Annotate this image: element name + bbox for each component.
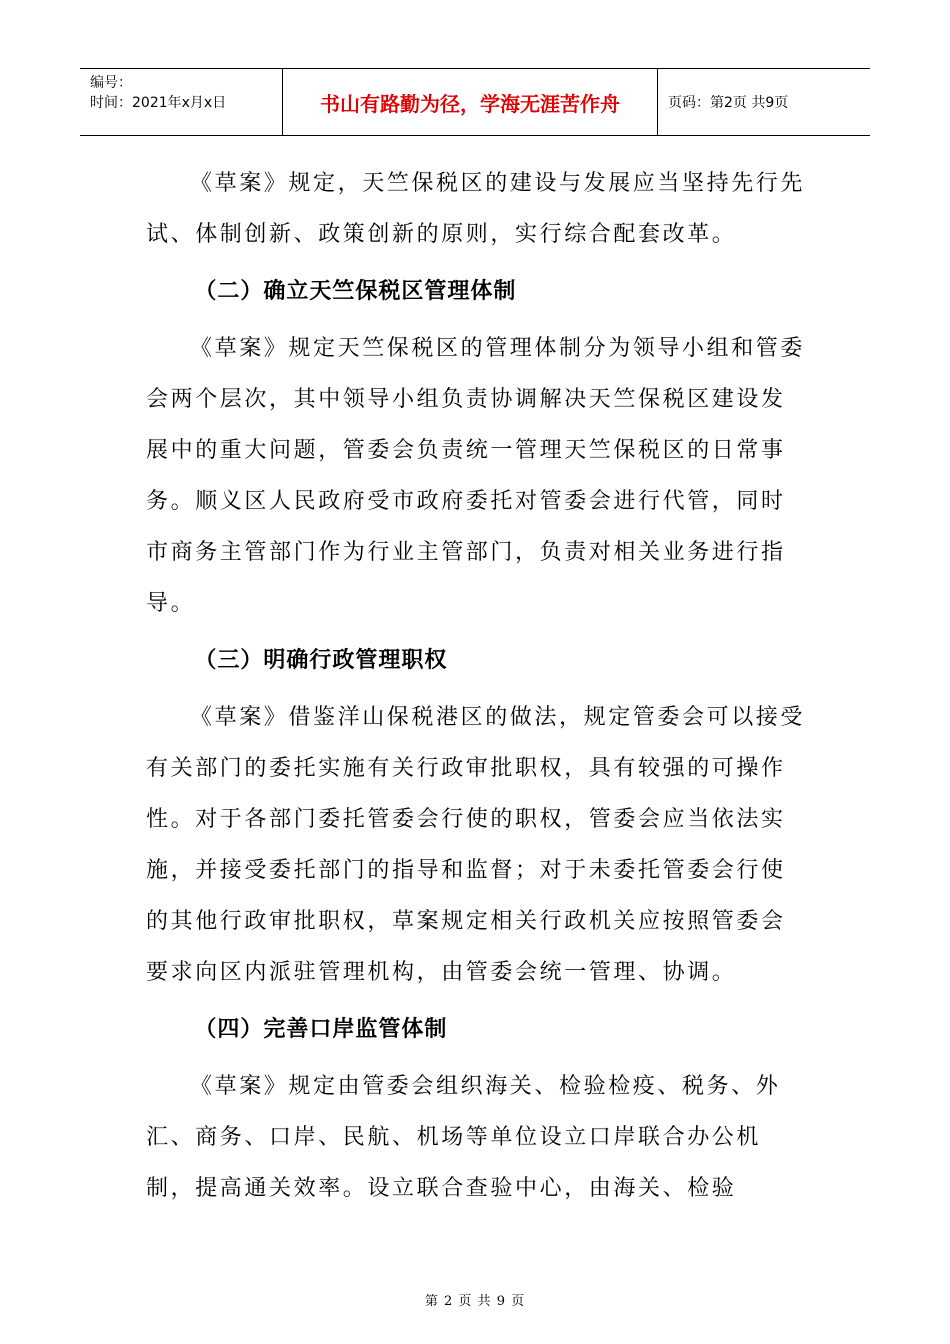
header-motto: 书山有路勤为径，学海无涯苦作舟 xyxy=(282,69,658,135)
body-paragraph: 《草案》规定，天竺保税区的建设与发展应当坚持先行先试、体制创新、政策创新的原则，实行综合配套改革。 xyxy=(146,171,806,247)
body-paragraph: 《草案》规定由管委会组织海关、检验检疫、税务、外汇、商务、口岸、民航、机场等单位设立口岸联合办公机制，提高通关效率。设立联合查验中心，由海关、检验 xyxy=(146,1074,781,1201)
page-header xyxy=(80,68,870,136)
document-number-label: 编号： xyxy=(90,75,132,91)
document-body xyxy=(146,158,810,1214)
page-footer: 第 2 页 共 9 页 xyxy=(424,1294,526,1309)
header-page-info: 页码：第2页 共9页 xyxy=(668,95,789,111)
section-heading: （三）明确行政管理职权 xyxy=(194,648,448,673)
document-time-label: 时间：2021年x月x日 xyxy=(90,95,227,111)
body-paragraph: 《草案》借鉴洋山保税港区的做法，规定管委会可以接受有关部门的委托实施有关行政审批职权，具有较强的可操作性。对于各部门委托管委会行使的职权，管委会应当依法实施，并接受委托部门的指导和监督；对于未委托管委会行使的其他行政审批职权，草案规定相关行政机关应按照管委会要求向区内派驻管理机构，由管委会统一管理、协调。 xyxy=(146,705,806,985)
section-heading: （四）完善口岸监管体制 xyxy=(194,1017,448,1042)
body-paragraph: 《草案》规定天竺保税区的管理体制分为领导小组和管委会两个层次，其中领导小组负责协调解决天竺保税区建设发展中的重大问题，管委会负责统一管理天竺保税区的日常事务。顺义区人民政府受市政府委托对管委会进行代管，同时市商务主管部门作为行业主管部门，负责对相关业务进行指导。 xyxy=(146,336,806,616)
header-meta xyxy=(80,69,282,135)
section-heading: （二）确立天竺保税区管理体制 xyxy=(194,279,517,304)
